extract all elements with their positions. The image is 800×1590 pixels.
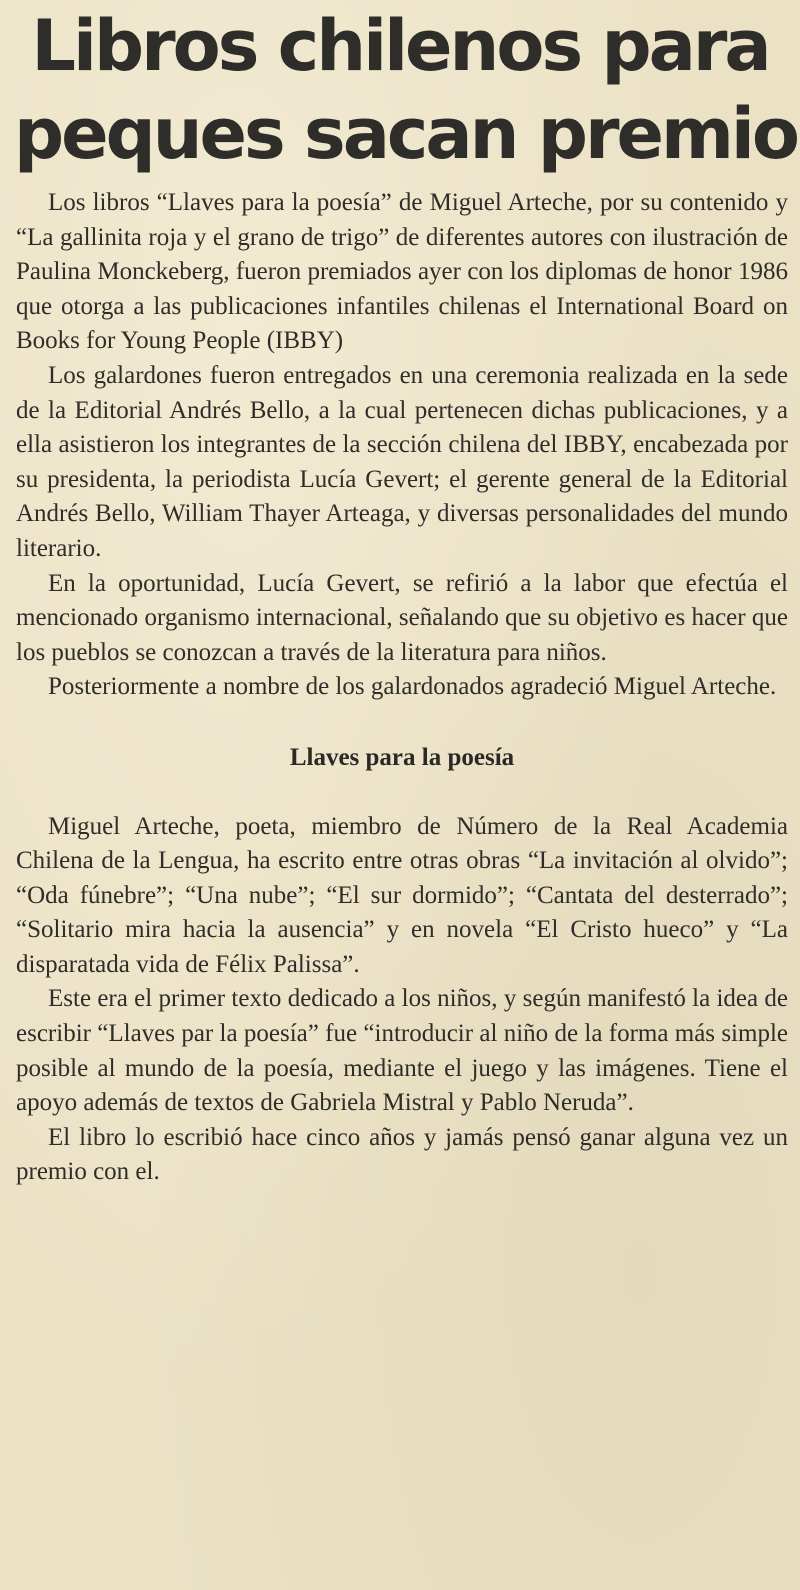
paragraph-opportunity: En la oportunidad, Lucía Gevert, se refirió a la labor que efectúa el mencionado organismo internacional, señalando que su objetivo es hacer que los pueblos se conozcan a través de la literatura para niños. (16, 569, 788, 666)
headline-line-2: peques sacan premio (14, 93, 797, 175)
article-body (0, 178, 800, 1190)
headline (0, 0, 800, 178)
paragraph-awards: Los libros “Llaves para la poesía” de Miguel Arteche, por su contenido y “La gallinita roja y el grano de trigo” de diferentes autores con ilustración de Paulina Monckeberg, fueron premiados ayer con los diplomas de honor 1986 que otorga a las publicaciones infantiles chilenas el International Board on Books for Young People (IBBY) (16, 189, 788, 355)
headline-line-1: Libros chilenos para (31, 5, 769, 87)
paragraph-closing: El libro lo escribió hace cinco años y jamás pensó ganar alguna vez un premio con el. (16, 1123, 788, 1186)
paragraph-author-bio: Miguel Arteche, poeta, miembro de Número de la Real Academia Chilena de la Lengua, ha escrito entre otras obras “La invitación al olvido”; “Oda fúnebre”; “Una nube”; “El sur dormido”; “Cantata del desterrado”; “Solitario mira hacia la ausencia” y en novela “El Cristo hueco” y “La disparatada vida de Félix Palissa”. (16, 812, 788, 978)
paragraph-first-text: Este era el primer texto dedicado a los niños, y según manifestó la idea de escribir “Llaves par la poesía” fue “introducir al niño de la forma más simple posible al mundo de la poesía, mediante el juego y las imágenes. Tiene el apoyo además de textos de Gabriela Mistral y Pablo Neruda”. (16, 985, 788, 1117)
section-subheading: Llaves para la poesía (289, 743, 515, 771)
paragraph-thanks: Posteriormente a nombre de los galardonados agradeció Miguel Arteche. (48, 673, 777, 701)
paragraph-ceremony: Los galardones fueron entregados en una ceremonia realizada en la sede de la Editorial Andrés Bello, a la cual pertenecen dichas publicaciones, y a ella asistieron los integrantes de la sección chilena del IBBY, encabezada por su presidenta, la periodista Lucía Gevert; el gerente general de la Editorial Andrés Bello, William Thayer Arteaga, y diversas personalidades del mundo literario. (16, 361, 788, 562)
